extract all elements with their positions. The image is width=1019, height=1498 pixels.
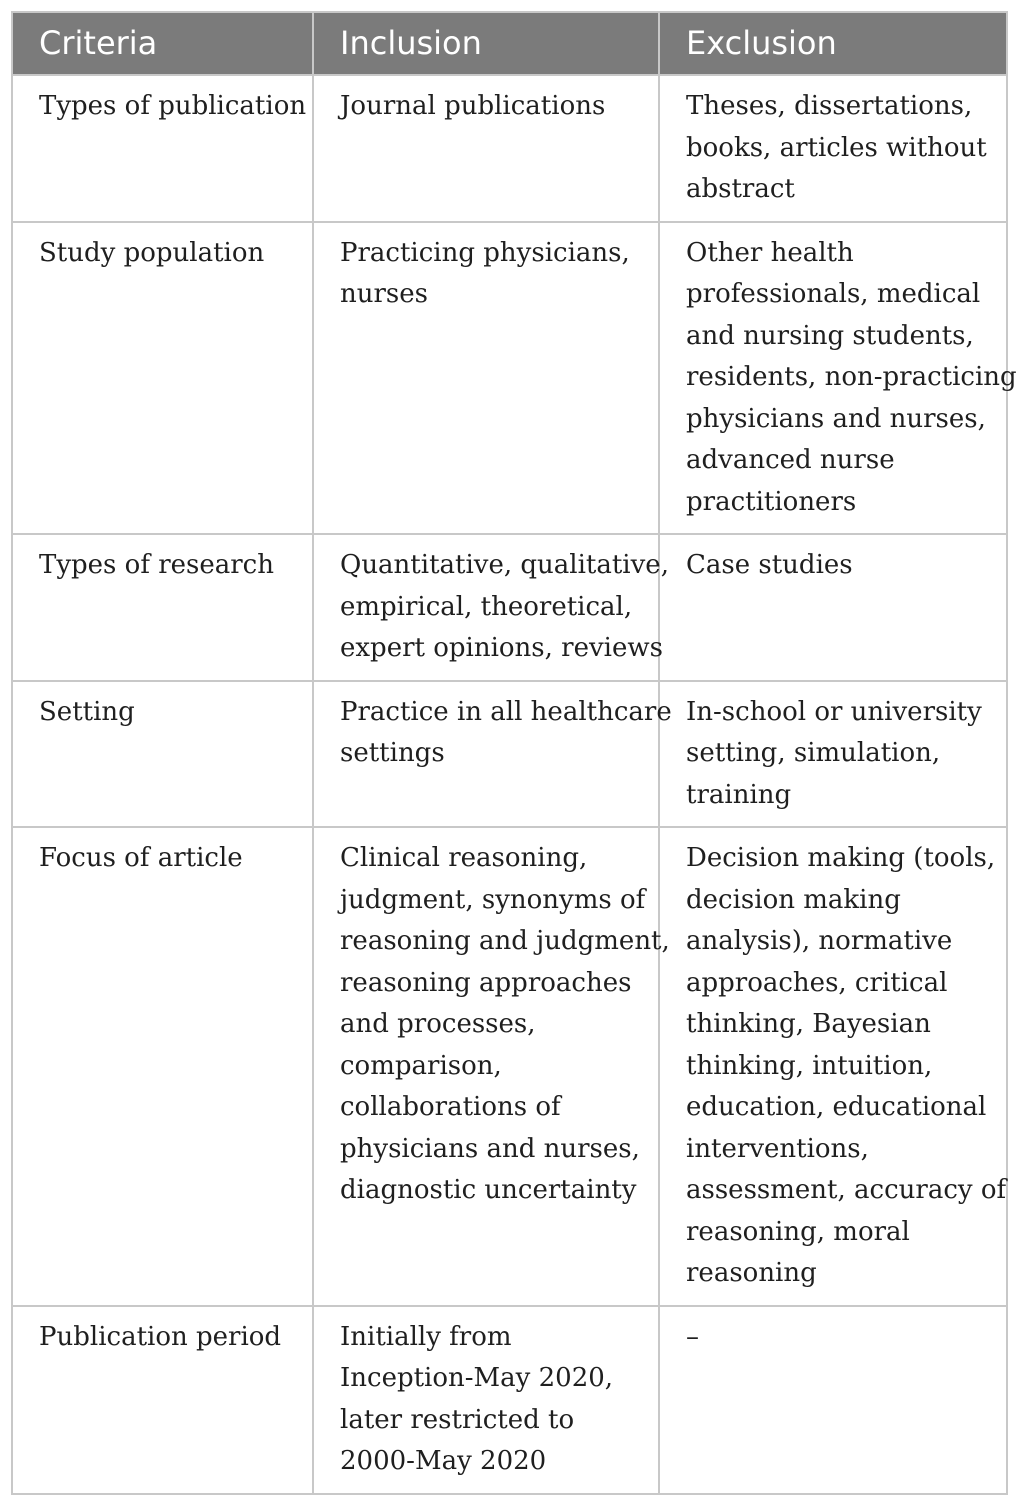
cell-line: approaches, critical xyxy=(686,967,948,998)
cell-line: later restricted to xyxy=(340,1404,575,1435)
cell-criteria xyxy=(12,222,313,535)
cell-line: comparison, xyxy=(340,1050,502,1081)
cell-line: decision making xyxy=(686,884,901,915)
cell-line: analysis), normative xyxy=(686,926,953,956)
cell-line: residents, non-practicing xyxy=(686,362,1017,392)
cell-inclusion xyxy=(313,827,670,1306)
cell-line: diagnostic uncertainty xyxy=(340,1175,637,1205)
cell-line: physicians and nurses, xyxy=(686,403,986,434)
cell-exclusion xyxy=(659,827,1007,1306)
table-row xyxy=(12,534,1007,681)
cell-line: – xyxy=(686,1321,699,1352)
header-exclusion: Exclusion xyxy=(659,12,1007,75)
cell-line: Other health xyxy=(686,237,854,268)
cell-inclusion xyxy=(313,534,669,681)
cell-line: Decision making (tools, xyxy=(686,843,996,873)
cell-line: nurses xyxy=(340,279,428,309)
cell-line: education, educational xyxy=(686,1092,987,1122)
cell-line: expert opinions, reviews xyxy=(340,633,663,663)
cell-line: professionals, medical xyxy=(686,279,981,309)
criteria-table xyxy=(11,11,1017,1495)
cell-line: reasoning xyxy=(686,1258,817,1288)
cell-line: setting, simulation, xyxy=(686,738,941,768)
header-inclusion: Inclusion xyxy=(313,12,659,75)
cell-line: interventions, xyxy=(686,1133,869,1164)
cell-line: Practice in all healthcare xyxy=(340,696,672,727)
cell-line: thinking, Bayesian xyxy=(686,1009,931,1039)
cell-criteria xyxy=(12,827,313,1306)
cell-line: settings xyxy=(340,738,445,768)
cell-line: reasoning approaches xyxy=(340,967,632,998)
cell-line: practitioners xyxy=(686,486,857,517)
cell-line: thinking, intuition, xyxy=(686,1050,933,1081)
cell-line: advanced nurse xyxy=(686,445,895,475)
cell-exclusion xyxy=(659,1306,1007,1494)
cell-exclusion xyxy=(659,534,1007,681)
table-row xyxy=(12,75,1007,222)
cell-line: reasoning and judgment, xyxy=(340,926,670,956)
cell-criteria xyxy=(12,681,313,828)
cell-line: In-school or university xyxy=(686,696,982,727)
cell-line: Clinical reasoning, xyxy=(340,843,588,873)
cell-line: Types of research xyxy=(39,550,274,580)
cell-line: Initially from xyxy=(340,1321,512,1352)
cell-inclusion xyxy=(313,75,659,222)
cell-line: empirical, theoretical, xyxy=(340,591,633,622)
table-row xyxy=(12,222,1007,535)
cell-line: judgment, synonyms of xyxy=(340,884,646,915)
table-row xyxy=(12,1306,1007,1494)
cell-exclusion xyxy=(659,222,1017,535)
cell-criteria xyxy=(12,75,313,222)
cell-criteria xyxy=(12,534,313,681)
cell-line: physicians and nurses, xyxy=(340,1133,640,1164)
cell-line: collaborations of xyxy=(340,1092,561,1122)
cell-exclusion xyxy=(659,681,1007,828)
table-row xyxy=(12,827,1007,1306)
cell-line: and nursing students, xyxy=(686,320,974,351)
cell-line: 2000-May 2020 xyxy=(340,1446,547,1476)
cell-line: Study population xyxy=(39,237,265,268)
cell-line: Inception-May 2020, xyxy=(340,1363,614,1393)
cell-exclusion xyxy=(659,75,1007,222)
criteria-table-container xyxy=(11,11,1017,1495)
cell-line: reasoning, moral xyxy=(686,1216,910,1247)
cell-criteria xyxy=(12,1306,313,1494)
cell-line: Theses, dissertations, xyxy=(686,91,973,121)
cell-line: books, articles without xyxy=(686,132,987,163)
cell-line: Quantitative, qualitative, xyxy=(340,550,669,580)
cell-line: Case studies xyxy=(686,550,853,580)
cell-line: Publication period xyxy=(39,1321,282,1352)
cell-line: Journal publications xyxy=(340,91,606,121)
cell-inclusion xyxy=(313,1306,659,1494)
cell-line: Setting xyxy=(39,696,135,727)
cell-line: Focus of article xyxy=(39,843,243,873)
cell-line: and processes, xyxy=(340,1009,536,1039)
cell-line: assessment, accuracy of xyxy=(686,1175,1007,1205)
cell-line: abstract xyxy=(686,174,795,204)
cell-inclusion xyxy=(313,222,659,535)
cell-line: Practicing physicians, xyxy=(340,237,630,268)
table-row xyxy=(12,681,1007,828)
cell-line: Types of publication xyxy=(39,91,307,121)
cell-line: training xyxy=(686,779,792,810)
header-criteria: Criteria xyxy=(12,12,313,75)
cell-inclusion xyxy=(313,681,672,828)
table-header-row xyxy=(12,12,1007,75)
